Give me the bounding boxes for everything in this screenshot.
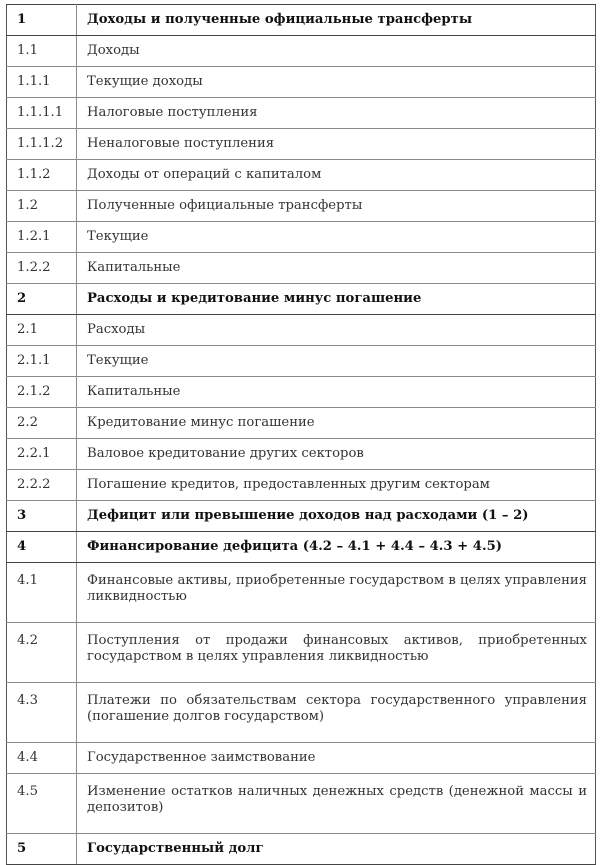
table-row: [7, 36, 596, 67]
row-number: 2.1.1: [7, 346, 77, 377]
row-number: 1.1.2: [7, 160, 77, 191]
row-title: Расходы: [77, 315, 596, 346]
row-number: 2.2.2: [7, 470, 77, 501]
row-title: Текущие доходы: [77, 67, 596, 98]
row-title: Государственное заимствование: [77, 743, 596, 774]
row-title: Кредитование минус погашение: [77, 408, 596, 439]
row-title: Капитальные: [77, 253, 596, 284]
row-number: 4: [7, 532, 77, 563]
table-row: [7, 532, 596, 563]
table-row: [7, 284, 596, 315]
row-number: 2.1: [7, 315, 77, 346]
row-title: Доходы от операций с капиталом: [77, 160, 596, 191]
row-number: 3: [7, 501, 77, 532]
row-number: 1.2: [7, 191, 77, 222]
row-number: 2.2.1: [7, 439, 77, 470]
row-title: Государственный долг: [77, 834, 596, 865]
table-row: [7, 623, 596, 683]
table-row: [7, 743, 596, 774]
row-title: Неналоговые поступления: [77, 129, 596, 160]
table-row: [7, 315, 596, 346]
row-number: 2.1.2: [7, 377, 77, 408]
row-number: 1.1.1.1: [7, 98, 77, 129]
row-title: Текущие: [77, 222, 596, 253]
row-title: Изменение остатков наличных денежных средств (денежной массы и депозитов): [77, 774, 596, 834]
row-number: 1.1.1.2: [7, 129, 77, 160]
row-title: Налоговые поступления: [77, 98, 596, 129]
table-row: [7, 470, 596, 501]
table-row: [7, 222, 596, 253]
row-number: 5: [7, 834, 77, 865]
row-number: 4.2: [7, 623, 77, 683]
table-row: [7, 5, 596, 36]
row-title: Капитальные: [77, 377, 596, 408]
row-title: Расходы и кредитование минус погашение: [77, 284, 596, 315]
row-number: 2.2: [7, 408, 77, 439]
row-title: Текущие: [77, 346, 596, 377]
row-number: 4.3: [7, 683, 77, 743]
table-row: [7, 439, 596, 470]
table-row: [7, 346, 596, 377]
row-number: 1.1.1: [7, 67, 77, 98]
budget-classification-table: [6, 4, 596, 865]
table-row: [7, 191, 596, 222]
table-row: [7, 408, 596, 439]
row-number: 4.5: [7, 774, 77, 834]
row-title: Доходы и полученные официальные трансферты: [77, 5, 596, 36]
table-row: [7, 501, 596, 532]
row-title: Доходы: [77, 36, 596, 67]
row-title: Погашение кредитов, предоставленных другим секторам: [77, 470, 596, 501]
table-row: [7, 377, 596, 408]
row-title: Финансовые активы, приобретенные государством в целях управления ликвидностью: [77, 563, 596, 623]
table-row: [7, 67, 596, 98]
row-title: Платежи по обязательствам сектора государственного управления (погашение долгов государством): [77, 683, 596, 743]
table-row: [7, 834, 596, 865]
table-row: [7, 98, 596, 129]
table-row: [7, 683, 596, 743]
row-number: 2: [7, 284, 77, 315]
row-number: 1.1: [7, 36, 77, 67]
row-number: 1.2.1: [7, 222, 77, 253]
row-title: Валовое кредитование других секторов: [77, 439, 596, 470]
row-number: 1: [7, 5, 77, 36]
table-row: [7, 129, 596, 160]
table-row: [7, 253, 596, 284]
table-row: [7, 563, 596, 623]
row-title: Дефицит или превышение доходов над расходами (1 – 2): [77, 501, 596, 532]
row-title: Поступления от продажи финансовых активов, приобретенных государством в целях управления ликвидностью: [77, 623, 596, 683]
row-title: Финансирование дефицита (4.2 – 4.1 + 4.4 – 4.3 + 4.5): [77, 532, 596, 563]
row-number: 4.4: [7, 743, 77, 774]
table-row: [7, 774, 596, 834]
row-number: 4.1: [7, 563, 77, 623]
table-row: [7, 160, 596, 191]
row-number: 1.2.2: [7, 253, 77, 284]
row-title: Полученные официальные трансферты: [77, 191, 596, 222]
